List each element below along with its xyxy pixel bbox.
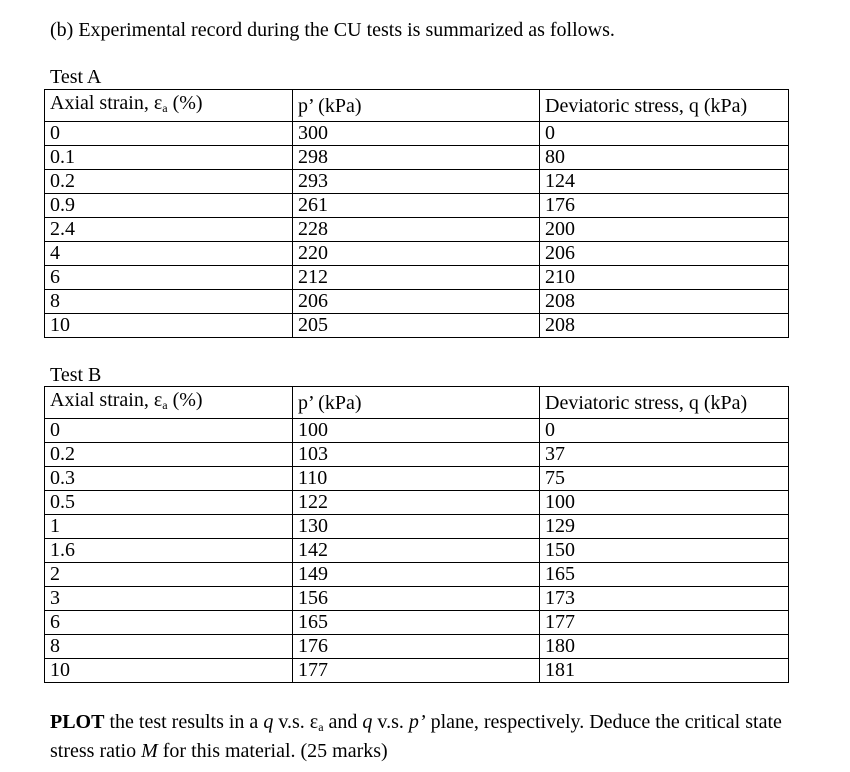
cell-mean-effective-stress: 228 <box>293 218 540 242</box>
cell-deviatoric-stress: 210 <box>540 266 789 290</box>
table-row <box>45 314 789 338</box>
cell-axial-strain: 1.6 <box>45 539 293 563</box>
cell-mean-effective-stress: 298 <box>293 146 540 170</box>
table-row <box>45 515 789 539</box>
cell-deviatoric-stress: 165 <box>540 563 789 587</box>
cell-axial-strain: 6 <box>45 266 293 290</box>
cell-axial-strain: 0.1 <box>45 146 293 170</box>
table-row <box>45 587 789 611</box>
cell-axial-strain: 0 <box>45 419 293 443</box>
header-deviatoric-stress: Deviatoric stress, q (kPa) <box>540 90 789 122</box>
table-row <box>45 491 789 515</box>
cell-mean-effective-stress: 212 <box>293 266 540 290</box>
cell-mean-effective-stress: 103 <box>293 443 540 467</box>
cell-mean-effective-stress: 177 <box>293 659 540 683</box>
cell-deviatoric-stress: 181 <box>540 659 789 683</box>
table-row <box>45 611 789 635</box>
header-deviatoric-stress: Deviatoric stress, q (kPa) <box>540 387 789 419</box>
cell-deviatoric-stress: 173 <box>540 587 789 611</box>
cell-axial-strain: 10 <box>45 314 293 338</box>
table-header-row <box>45 90 789 122</box>
table-row <box>45 170 789 194</box>
cell-deviatoric-stress: 200 <box>540 218 789 242</box>
cell-deviatoric-stress: 150 <box>540 539 789 563</box>
cell-deviatoric-stress: 129 <box>540 515 789 539</box>
table-row <box>45 242 789 266</box>
table-row <box>45 659 789 683</box>
cell-deviatoric-stress: 80 <box>540 146 789 170</box>
cell-axial-strain: 3 <box>45 587 293 611</box>
cell-deviatoric-stress: 124 <box>540 170 789 194</box>
cell-deviatoric-stress: 208 <box>540 290 789 314</box>
header-mean-effective-stress: p’ (kPa) <box>293 387 540 419</box>
cell-deviatoric-stress: 180 <box>540 635 789 659</box>
cell-deviatoric-stress: 0 <box>540 419 789 443</box>
cell-deviatoric-stress: 0 <box>540 122 789 146</box>
cell-axial-strain: 0.3 <box>45 467 293 491</box>
cell-axial-strain: 6 <box>45 611 293 635</box>
cell-mean-effective-stress: 110 <box>293 467 540 491</box>
cell-mean-effective-stress: 300 <box>293 122 540 146</box>
cell-mean-effective-stress: 205 <box>293 314 540 338</box>
table-header-row <box>45 387 789 419</box>
table-row <box>45 539 789 563</box>
table-row <box>45 467 789 491</box>
cell-axial-strain: 0 <box>45 122 293 146</box>
cell-axial-strain: 8 <box>45 635 293 659</box>
table-row <box>45 563 789 587</box>
cell-deviatoric-stress: 208 <box>540 314 789 338</box>
cell-mean-effective-stress: 130 <box>293 515 540 539</box>
cell-deviatoric-stress: 100 <box>540 491 789 515</box>
question-text: PLOT the test results in a q v.s. $\varepsilon_a$ and q v.s. p’ plane, respectively. Deduce the critical state stress ratio M for this material. (25 marks) <box>50 711 782 762</box>
cell-axial-strain: 2.4 <box>45 218 293 242</box>
cell-deviatoric-stress: 176 <box>540 194 789 218</box>
test-b-caption: Test B <box>50 364 102 386</box>
table-row <box>45 146 789 170</box>
cell-mean-effective-stress: 176 <box>293 635 540 659</box>
cell-axial-strain: 0.2 <box>45 443 293 467</box>
cell-mean-effective-stress: 261 <box>293 194 540 218</box>
test-a-caption: Test A <box>50 66 102 88</box>
cell-deviatoric-stress: 177 <box>540 611 789 635</box>
cell-axial-strain: 0.9 <box>45 194 293 218</box>
table-row <box>45 635 789 659</box>
header-mean-effective-stress: p’ (kPa) <box>293 90 540 122</box>
cell-mean-effective-stress: 100 <box>293 419 540 443</box>
table-row <box>45 290 789 314</box>
header-axial-strain: Axial strain, $\varepsilon_a$ (%) <box>45 387 293 419</box>
cell-mean-effective-stress: 206 <box>293 290 540 314</box>
header-axial-strain: Axial strain, $\varepsilon_a$ (%) <box>45 90 293 122</box>
test-b-table <box>44 386 789 683</box>
test-a-table <box>44 89 789 338</box>
cell-axial-strain: 1 <box>45 515 293 539</box>
cell-mean-effective-stress: 142 <box>293 539 540 563</box>
cell-mean-effective-stress: 220 <box>293 242 540 266</box>
table-row <box>45 266 789 290</box>
cell-mean-effective-stress: 156 <box>293 587 540 611</box>
cell-mean-effective-stress: 293 <box>293 170 540 194</box>
cell-deviatoric-stress: 206 <box>540 242 789 266</box>
table-row <box>45 419 789 443</box>
cell-mean-effective-stress: 122 <box>293 491 540 515</box>
cell-mean-effective-stress: 165 <box>293 611 540 635</box>
cell-deviatoric-stress: 37 <box>540 443 789 467</box>
cell-deviatoric-stress: 75 <box>540 467 789 491</box>
cell-axial-strain: 0.5 <box>45 491 293 515</box>
intro-text: (b) Experimental record during the CU tests is summarized as follows. <box>50 19 615 41</box>
cell-mean-effective-stress: 149 <box>293 563 540 587</box>
cell-axial-strain: 2 <box>45 563 293 587</box>
cell-axial-strain: 0.2 <box>45 170 293 194</box>
table-row <box>45 122 789 146</box>
table-row <box>45 443 789 467</box>
cell-axial-strain: 4 <box>45 242 293 266</box>
table-row <box>45 194 789 218</box>
table-row <box>45 218 789 242</box>
cell-axial-strain: 8 <box>45 290 293 314</box>
cell-axial-strain: 10 <box>45 659 293 683</box>
